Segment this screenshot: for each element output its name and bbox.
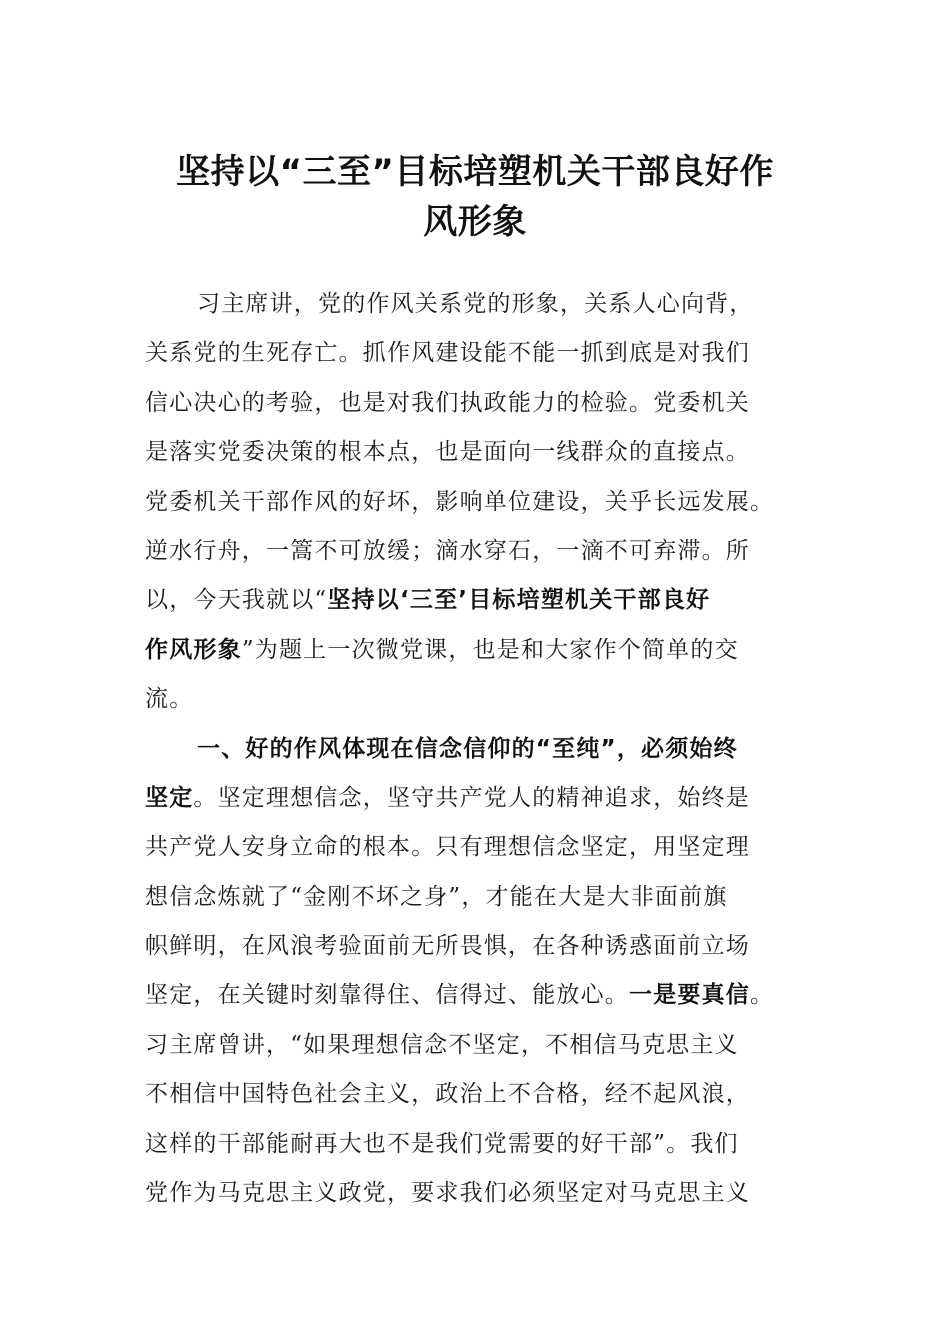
text-run: 。坚定理想信念，坚守共产党人的精神追求，始终是	[193, 784, 751, 811]
body-line	[145, 1070, 810, 1119]
body-line	[145, 527, 810, 576]
text-run: 习主席讲，党的作风关系党的形象，关系人心向背，	[197, 291, 754, 317]
body-line	[145, 971, 810, 1020]
body-line	[145, 1120, 810, 1169]
text-run: 关系党的生死存亡。抓作风建设能不能一抓到底是对我们	[145, 340, 750, 367]
text-run: 想信念炼就了“金刚不坏之身”，才能在大是大非面前旗	[145, 883, 728, 910]
body-line	[145, 922, 810, 971]
title-line-1: 坚持以“三至”目标培塑机关干部良好作	[176, 151, 774, 192]
body-line	[145, 329, 810, 378]
document-title	[140, 147, 810, 247]
document-body	[145, 280, 810, 1218]
text-run: 不相信中国特色社会主义，政治上不合格，经不起风浪，	[145, 1081, 750, 1108]
title-line-2: 风形象	[423, 201, 527, 242]
text-run: 。	[750, 982, 775, 1009]
body-line	[145, 379, 810, 428]
text-run: 坚定，在关键时刻靠得住、信得过、能放心。	[145, 982, 629, 1009]
section-heading: 一、好的作风体现在信念信仰的“至纯”，必须始终	[197, 735, 738, 762]
text-run: ”为题上一次微党课，也是和大家作个简单的交	[241, 636, 739, 663]
bold-text-run: 坚持以‘三至’目标培塑机关干部良好	[327, 587, 711, 614]
body-line	[145, 428, 810, 477]
body-line	[145, 1169, 810, 1218]
body-line	[145, 280, 810, 329]
text-run: 逆水行舟，一篙不可放缓；滴水穿石，一滴不可弃滞。所	[145, 537, 750, 564]
body-line	[145, 873, 810, 922]
text-run: 这样的干部能耐再大也不是我们党需要的好干部”。我们	[145, 1130, 739, 1157]
body-line	[145, 1021, 810, 1070]
text-run: 党委机关干部作风的好坏，影响单位建设，关乎长远发展。	[145, 488, 775, 515]
body-line	[145, 774, 810, 823]
bold-text-run: 作风形象	[145, 636, 242, 663]
body-line	[145, 823, 810, 872]
text-run: 是落实党委决策的根本点，也是面向一线群众的直接点。	[145, 439, 750, 466]
bold-text-run: 坚定	[145, 784, 194, 811]
body-line	[145, 478, 810, 527]
body-line	[145, 675, 810, 724]
text-run: 流。	[145, 686, 194, 713]
body-line	[145, 626, 810, 675]
text-run: 习主席曾讲，“如果理想信念不坚定，不相信马克思主义	[145, 1031, 739, 1058]
section-heading-line	[145, 725, 810, 774]
text-run: 帜鲜明，在风浪考验面前无所畏惧，在各种诱惑面前立场	[145, 933, 750, 960]
text-run: 信心决心的考验，也是对我们执政能力的检验。党委机关	[145, 389, 750, 416]
text-run: 共产党人安身立命的根本。只有理想信念坚定，用坚定理	[145, 834, 750, 861]
text-run: 以，今天我就以“	[145, 587, 328, 614]
text-run: 党作为马克思主义政党，要求我们必须坚定对马克思主义	[145, 1180, 750, 1207]
bold-text-run: 一是要真信	[629, 982, 750, 1009]
body-line	[145, 576, 810, 625]
